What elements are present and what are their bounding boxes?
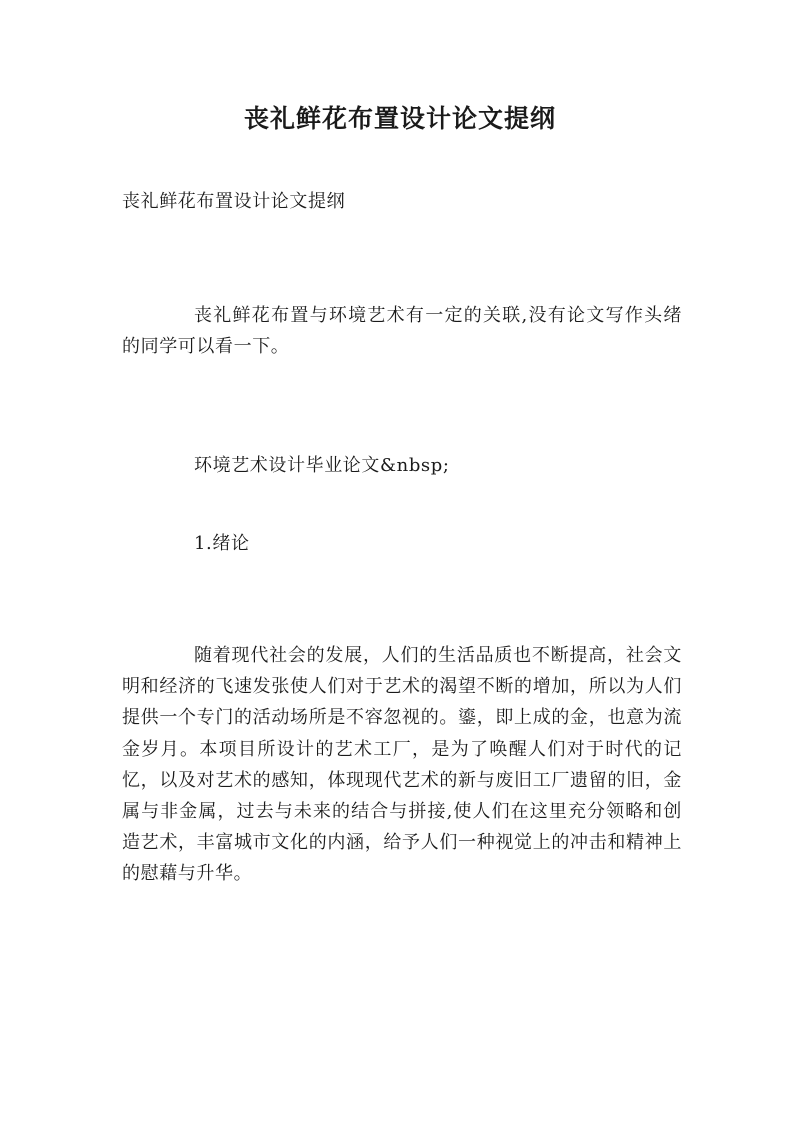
- document-subtitle: 丧礼鲜花布置设计论文提纲: [122, 191, 346, 212]
- major-line: 环境艺术设计毕业论文&nbsp;: [194, 455, 450, 476]
- body-paragraph: 随着现代社会的发展，人们的生活品质也不断提高，社会文明和经济的飞速发张使人们对于艺术的渴望不断的增加，所以为人们提供一个专门的活动场所是不容忽视的。鎏，即上成的金，也意为流金岁月。本项目所设计的艺术工厂，是为了唤醒人们对于时代的记忆，以及对艺术的感知，体现现代艺术的新与废旧工厂遗留的旧，金属与非金属，过去与未来的结合与拼接,使人们在这里充分领略和创造艺术，丰富城市文化的内涵，给予人们一种视觉上的冲击和精神上的慰藉与升华。: [122, 645, 682, 885]
- section-heading: 1.绪论: [194, 533, 250, 554]
- intro-paragraph: 丧礼鲜花布置与环境艺术有一定的关联,没有论文写作头绪的同学可以看一下。: [122, 305, 682, 357]
- document-title: 丧礼鲜花布置设计论文提纲: [243, 104, 556, 133]
